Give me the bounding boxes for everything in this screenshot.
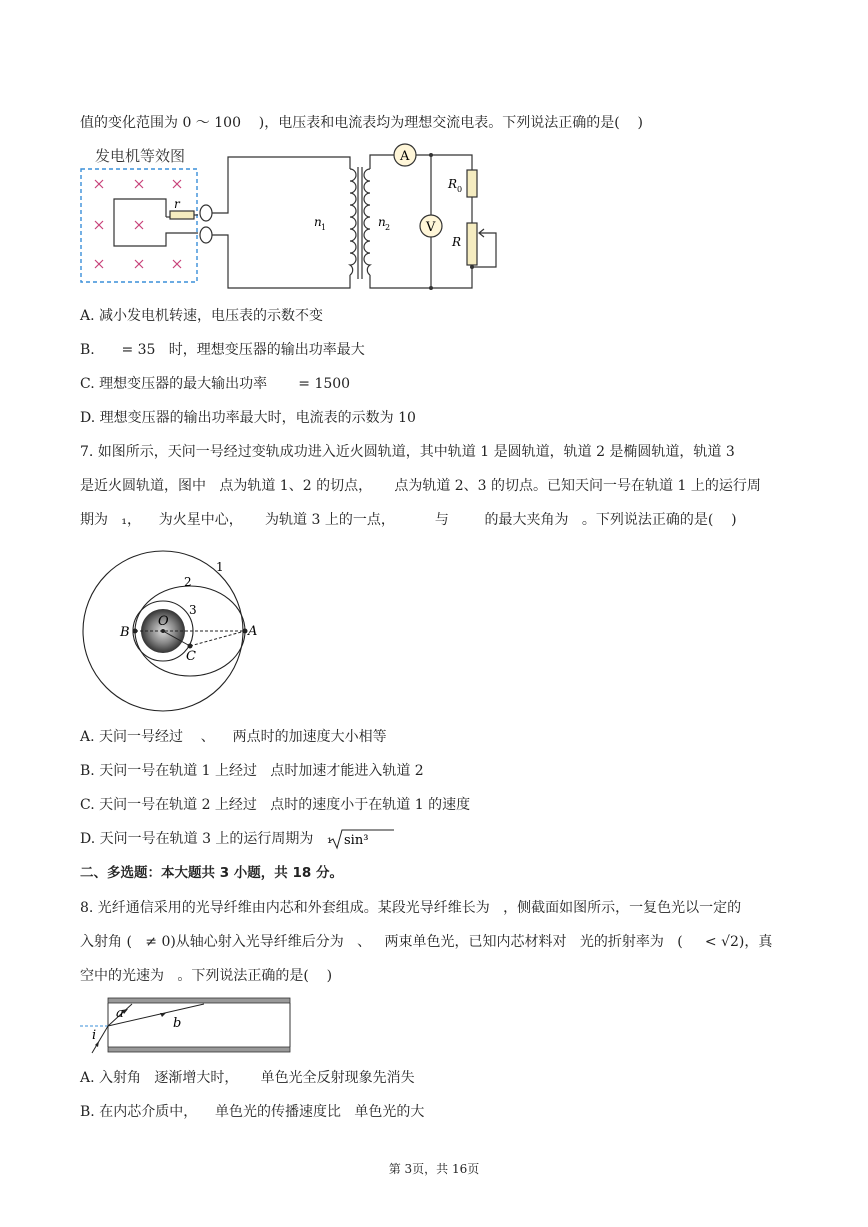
q8-stem-line-3: 空中的光速为 。下列说法正确的是( ) bbox=[80, 968, 333, 984]
resistor-r0 bbox=[467, 170, 477, 197]
label-orbit-3: 3 bbox=[189, 603, 197, 617]
q8-stem-line-2: 入射角 ( ≠ 0)从轴心射入光导纤维后分为 、 两束单色光，已知内芯材料对 光的折射率为 ( < √2)，真 bbox=[80, 934, 773, 950]
label-voltmeter: V bbox=[426, 220, 436, 235]
q6-option-c: C. 理想变压器的最大输出功率 = 1500 bbox=[80, 376, 351, 392]
label-point-b: B bbox=[120, 625, 130, 640]
label-orbit-1: 1 bbox=[216, 560, 224, 574]
section-heading: 二、多选题：本大题共 3 小题，共 18 分。 bbox=[80, 865, 343, 881]
generator-coil bbox=[114, 199, 198, 246]
primary-coil-n1 bbox=[350, 169, 356, 275]
label-point-o: O bbox=[158, 614, 169, 629]
point-o bbox=[161, 629, 165, 633]
generator-figure-title: 发电机等效图 bbox=[95, 147, 186, 165]
label-r0-sub: 0 bbox=[457, 185, 463, 194]
q8-stem-line-1: 8. 光纤通信采用的光导纤维由内芯和外套组成。某段光导纤维长为 ，侧截面如图所示，一复色光以一定的 bbox=[80, 900, 742, 916]
label-r0: R bbox=[448, 177, 458, 191]
generator-transformer-circuit-figure bbox=[78, 145, 508, 295]
label-n2-sub: 2 bbox=[385, 223, 391, 232]
secondary-coil-n2 bbox=[364, 169, 370, 275]
q7-option-d: D. 天问一号在轨道 3 上的运行周期为 ₁ bbox=[80, 831, 333, 847]
fiber-cladding-top bbox=[108, 998, 290, 1003]
q7-option-a: A. 天问一号经过 、 两点时的加速度大小相等 bbox=[80, 729, 387, 745]
slip-ring-lower bbox=[200, 227, 212, 243]
point-c bbox=[188, 644, 193, 649]
label-i: i bbox=[92, 1028, 97, 1043]
label-n1-sub: 1 bbox=[321, 223, 327, 232]
label-orbit-2: 2 bbox=[184, 575, 192, 589]
sqrt-sign bbox=[330, 828, 400, 850]
page-footer: 第 3页，共 16页 bbox=[388, 1162, 480, 1176]
q7-option-b: B. 天问一号在轨道 1 上经过 点时加速才能进入轨道 2 bbox=[80, 763, 424, 779]
label-n2: n bbox=[378, 215, 386, 229]
label-ammeter: A bbox=[400, 149, 410, 164]
q7-stem-line-3: 期为 ₁， 为火星中心， 为轨道 3 上的一点， 与 的最大夹角为 。下列说法正确的是( ) bbox=[80, 512, 737, 528]
q7-stem-line-2: 是近火圆轨道，图中 点为轨道 1、2 的切点， 点为轨道 2、3 的切点。已知天问一号在轨道 1 上的运行周 bbox=[80, 478, 761, 494]
field-cross-marks bbox=[95, 180, 181, 268]
orbit-figure bbox=[80, 558, 270, 718]
q8-option-a: A. 入射角 逐渐增大时， 单色光全反射现象先消失 bbox=[80, 1070, 415, 1086]
label-r: r bbox=[174, 197, 180, 211]
optical-fiber-figure bbox=[80, 995, 295, 1060]
label-point-a: A bbox=[248, 624, 258, 639]
q8-option-b: B. 在内芯介质中， 单色光的传播速度比 单色光的大 bbox=[80, 1104, 425, 1120]
label-b: b bbox=[173, 1016, 182, 1031]
slip-ring-upper bbox=[200, 205, 212, 221]
q6-option-b: B. = 35 时，理想变压器的输出功率最大 bbox=[80, 342, 365, 358]
sqrt-content: sin³ bbox=[344, 833, 369, 848]
q7-option-c: C. 天问一号在轨道 2 上经过 点时的速度小于在轨道 1 的速度 bbox=[80, 797, 471, 813]
label-point-c: C bbox=[186, 649, 196, 664]
label-n1: n bbox=[314, 215, 322, 229]
transformer-core bbox=[358, 167, 362, 279]
fiber-cladding-bottom bbox=[108, 1047, 290, 1052]
rheostat-r bbox=[467, 223, 477, 265]
point-a bbox=[243, 629, 248, 634]
q6-option-a: A. 减小发电机转速，电压表的示数不变 bbox=[80, 308, 324, 324]
label-rheostat: R bbox=[452, 235, 462, 249]
q6-option-d: D. 理想变压器的输出功率最大时，电流表的示数为 10 bbox=[80, 410, 416, 426]
q6-stem-line: 值的变化范围为 0 ～ 100 )，电压表和电流表均为理想交流电表。下列说法正确的是( ) bbox=[80, 115, 643, 131]
label-a: a bbox=[116, 1006, 124, 1021]
q7-stem-line-1: 7. 如图所示，天问一号经过变轨成功进入近火圆轨道，其中轨道 1 是圆轨道，轨道 2 是椭圆轨道，轨道 3 bbox=[80, 444, 735, 460]
internal-resistor-r bbox=[170, 211, 194, 219]
point-b bbox=[133, 629, 138, 634]
